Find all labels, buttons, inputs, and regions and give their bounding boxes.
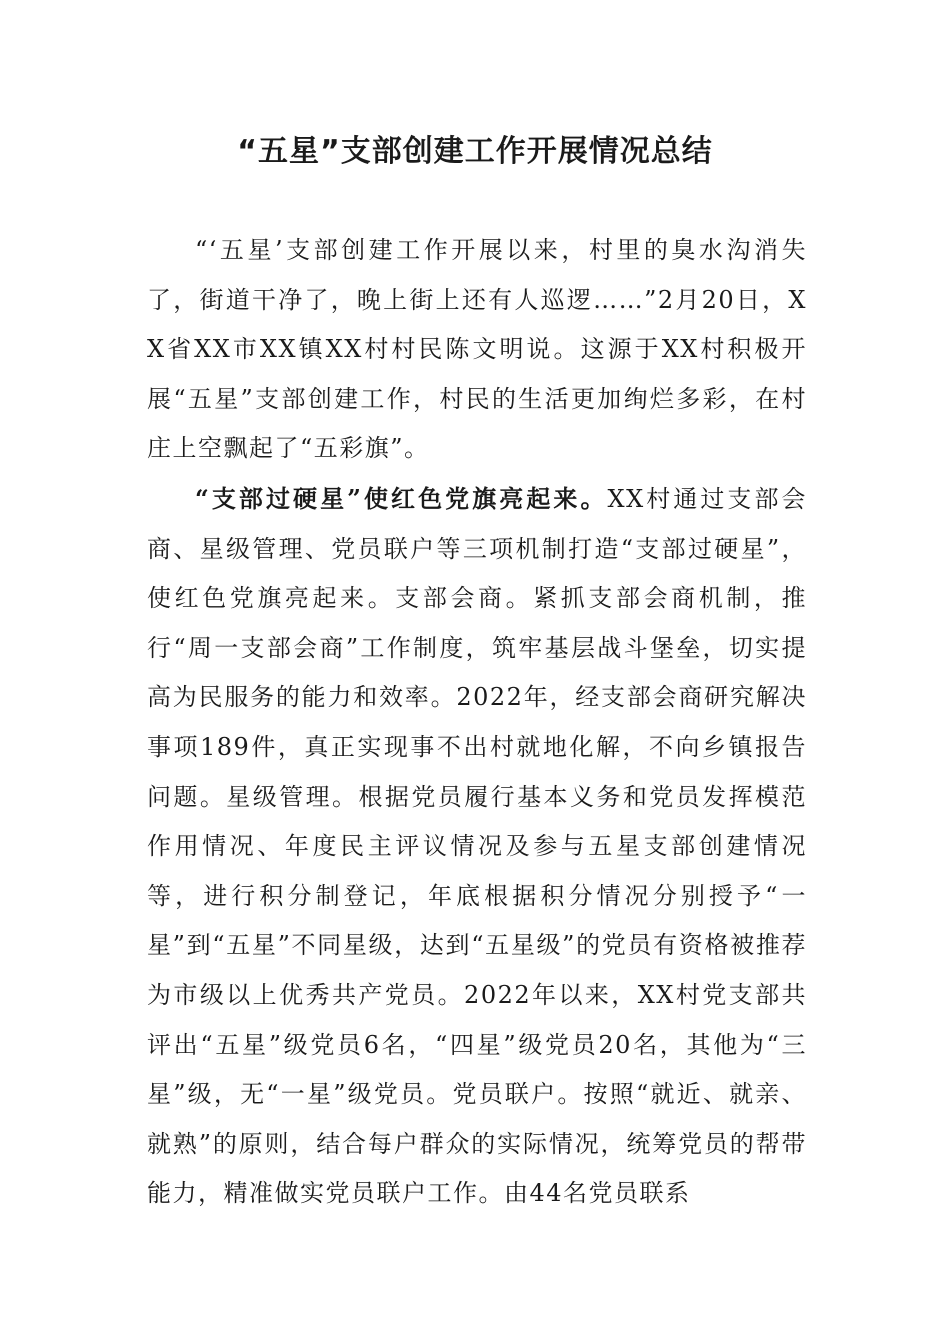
document-title: “五星”支部创建工作开展情况总结 [237, 134, 713, 169]
document-body [147, 226, 807, 1219]
paragraph-branch-star [147, 474, 807, 1219]
paragraph-lead-heading: “支部过硬星”使红色党旗亮起来。 [195, 483, 608, 513]
paragraph-intro-text: “‘五星’支部创建工作开展以来，村里的臭水沟消失了，街道干净了，晚上街上还有人巡逻……”2月20日，XX省XX市XX镇XX村村民陈文明说。这源于XX村积极开展“五星”支部创建工作，村民的生活更加绚烂多彩，在村庄上空飘起了“五彩旗”。 [147, 236, 807, 463]
paragraph-branch-star-text: XX村通过支部会商、星级管理、党员联户等三项机制打造“支部过硬星”，使红色党旗亮起来。支部会商。紧抓支部会商机制，推行“周一支部会商”工作制度，筑牢基层战斗堡垒，切实提高为民服务的能力和效率。2022年，经支部会商研究解决事项189件，真正实现事不出村就地化解，不向乡镇报告问题。星级管理。根据党员履行基本义务和党员发挥模范作用情况、年度民主评议情况及参与五星支部创建情况等，进行积分制登记，年底根据积分情况分别授予“一星”到“五星”不同星级，达到“五星级”的党员有资格被推荐为市级以上优秀共产党员。2022年以来，XX村党支部共评出“五星”级党员6名，“四星”级党员20名，其他为“三星”级，无“一星”级党员。党员联户。按照“就近、就亲、就熟”的原则，结合每户群众的实际情况，统筹党员的帮带能力，精准做实党员联户工作。由44名党员联系 [147, 484, 808, 1208]
paragraph-intro [147, 226, 807, 474]
